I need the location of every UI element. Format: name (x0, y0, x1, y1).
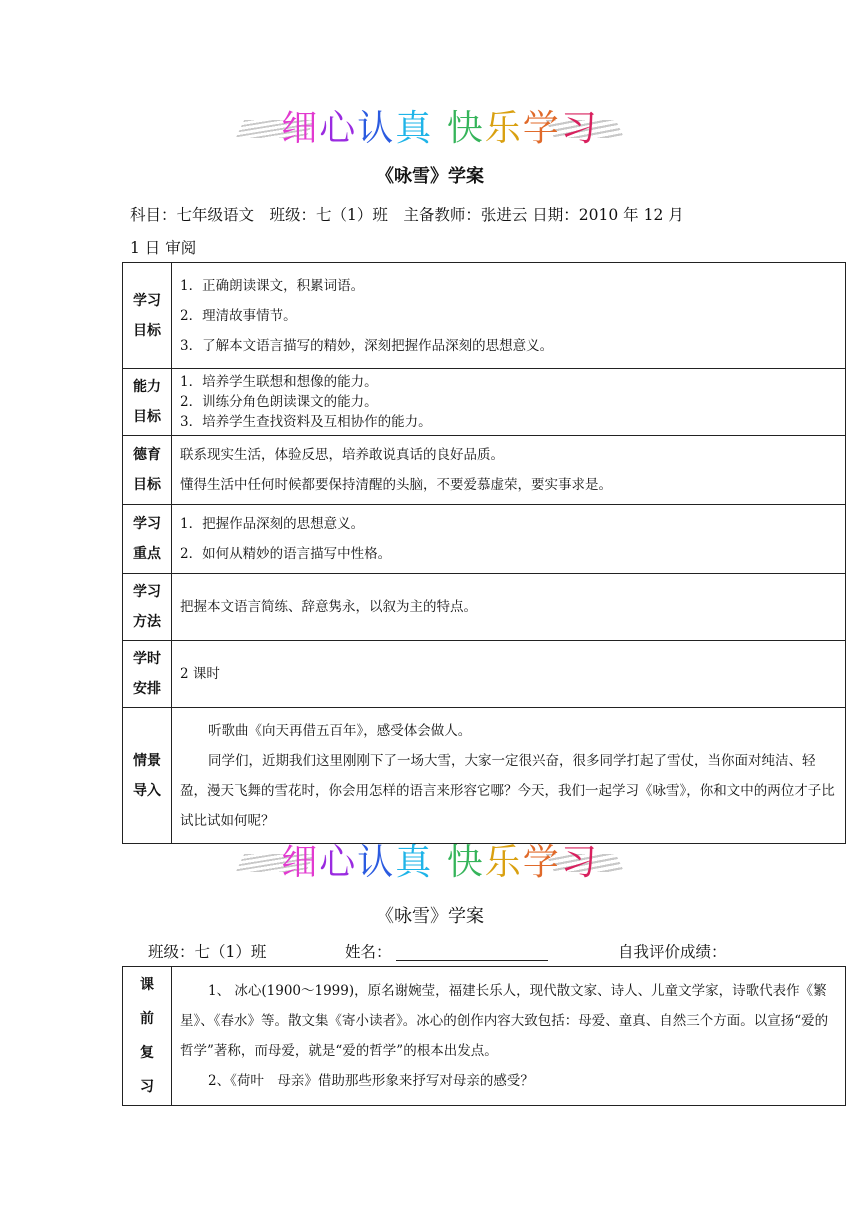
banner-wordart: 细心认真 快乐学习 (281, 842, 599, 883)
row-content: 1．培养学生联想和想像的能力。 2．训练分角色朗读课文的能力。 3．培养学生查找资料及互相协作的能力。 (172, 369, 846, 436)
decorative-banner (240, 838, 620, 894)
row-label: 学时 安排 (123, 641, 172, 708)
row-label: 能力 目标 (123, 369, 172, 436)
table-row (123, 641, 846, 708)
table-row (123, 436, 846, 505)
table-row (123, 708, 846, 844)
review-table (122, 966, 846, 1106)
row-content: 2 课时 (172, 641, 846, 708)
row-label: 学习 方法 (123, 574, 172, 641)
row-content: 联系现实生活，体验反思，培养敢说真话的良好品质。 懂得生活中任何时候都要保持清醒的头脑，不要爱慕虚荣，要实事求是。 (172, 436, 846, 505)
row-label: 学习 重点 (123, 505, 172, 574)
page-title: 《咏雪》学案 (376, 166, 484, 187)
row-content: 1．把握作品深刻的思想意义。 2．如何从精妙的语言描写中性格。 (172, 505, 846, 574)
review-content: 1、 冰心(1900～1999)，原名谢婉莹，福建长乐人，现代散文家、诗人、儿童文学家，诗歌代表作《繁星》、《春水》等。散文集《寄小读者》。冰心的创作内容大致包括：母爱、童真、自然三个方面。以宣扬“爱的哲学”著称，而母爱，就是“爱的哲学”的根本出发点。 2、《荷叶 母亲》借助那些形象来抒写对母亲的感受？ (172, 967, 846, 1106)
banner-wordart: 细心认真 快乐学习 (281, 108, 599, 149)
row-content: 听歌曲《向天再借五百年》，感受体会做人。 同学们，近期我们这里刚刚下了一场大雪，大家一定很兴奋，很多同学打起了雪仗，当你面对纯洁、轻盈，漫天飞舞的雪花时，你会用怎样的语言来形容它哪？今天，我们一起学习《咏雪》，你和文中的两位才子比试比试如何呢？ (172, 708, 846, 844)
table-row (123, 263, 846, 369)
page-title: 《咏雪》学案 (376, 906, 484, 927)
table-row (123, 574, 846, 641)
review-label: 课 前 复 习 (123, 967, 172, 1106)
info-line-continued: 1 日 审阅 (130, 239, 197, 257)
class-label: 班级：七（1）班 (148, 943, 267, 961)
row-label: 情景 导入 (123, 708, 172, 844)
name-label: 姓名： (345, 943, 392, 961)
decorative-banner (240, 104, 620, 160)
row-content: 把握本文语言简练、辞意隽永，以叙为主的特点。 (172, 574, 846, 641)
score-label: 自我评价成绩： (618, 943, 727, 961)
lesson-plan-table (122, 262, 846, 844)
info-line: 科目：七年级语文 班级：七（1）班 主备教师：张进云 日期：2010 年 12 月 (130, 206, 684, 224)
row-content: 1．正确朗读课文，积累词语。 2．理清故事情节。 3．了解本文语言描写的精妙，深刻把握作品深刻的思想意义。 (172, 263, 846, 369)
table-row (123, 369, 846, 436)
row-label: 学习 目标 (123, 263, 172, 369)
row-label: 德育 目标 (123, 436, 172, 505)
name-input-line[interactable] (396, 959, 548, 961)
table-row (123, 505, 846, 574)
table-row (123, 967, 846, 1106)
